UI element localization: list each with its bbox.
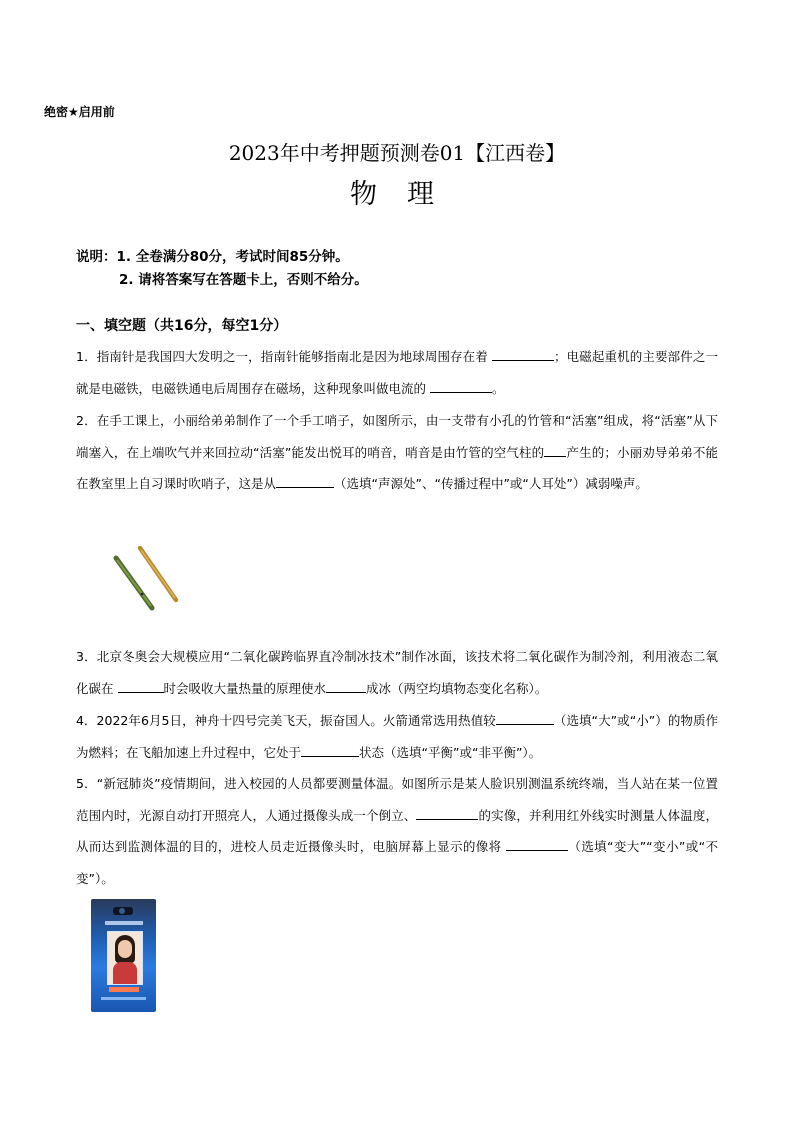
q3-text-b: 时会吸收大量热量的原理使水 [163,680,327,696]
subject-title: 物理 [350,179,464,210]
face-recognition-terminal-figure [91,899,156,1012]
screen-footer-bar [101,997,146,1000]
q1-blank-1 [492,347,554,361]
whistle-figure [112,546,187,614]
q1-text-c: 。 [492,380,505,396]
instruction-line-1: 说明：1. 全卷满分80分，考试时间85分钟。 [76,249,349,265]
camera-lens [119,908,125,914]
q2-text-c: （选填“声源处”、“传播过程中”或“人耳处”）减弱噪声。 [334,476,648,491]
q5-blank-1 [416,806,478,820]
q2-text-b: 产生的；小丽劝导弟弟不能在教室里上自习课时吹哨子，这是从 [76,444,718,491]
screen-header-bar [105,921,143,925]
q5-text-c: （选填“变大”“变小”或“不变”）。 [76,839,718,886]
q1-text-b: ；电磁起重机的主要部件之一就是电磁铁，电磁铁通电后周围存在磁场，这种现象叫做电流的 [76,349,718,396]
question-5 [76,768,718,894]
q4-blank-2 [301,743,359,757]
face-frame [107,931,143,985]
question-4 [76,705,718,768]
q1-blank-2 [430,379,492,393]
q3-text-c: 成冰（两空均填物态变化名称）。 [366,680,548,696]
q3-blank-2 [326,679,366,693]
person-face [118,940,132,958]
q4-text-c: 状态（选填“平衡”或“非平衡”）。 [359,744,542,760]
instruction-line-2: 2. 请将答案写在答题卡上，否则不给分。 [119,272,368,288]
q4-text-a: 4．2022年6月5日，神舟十四号完美飞天，振奋国人。火箭通常选用热值较 [76,713,496,728]
person-body [113,962,137,984]
q5-blank-2 [506,837,568,851]
exam-title: 2023年中考押题预测卷01【江西卷】 [228,141,566,165]
question-3 [76,641,718,704]
temperature-bar [109,987,139,992]
confidential-label: 绝密★启用前 [44,105,115,119]
q2-blank-1 [544,443,566,457]
q2-text-a: 2．在手工课上，小丽给弟弟制作了一个手工哨子，如图所示，由一支带有小孔的竹管和“活塞”组成，将“活塞”从下端塞入，在上端吹气并来回拉动“活塞”能发出悦耳的哨音，哨音是由竹管的空气柱的 [76,413,718,460]
q5-text-b: 的实像，并利用红外线实时测量人体温度，从而达到监测体温的目的，进校人员走近摄像头时，电脑屏幕上显示的像将 [76,807,718,854]
question-1 [76,341,718,404]
q2-blank-2 [276,474,334,488]
q3-text-a: 3．北京冬奥会大规模应用“二氧化碳跨临界直冷制冰技术”制作冰面，该技术将二氧化碳作为制冷剂，利用液态二氧化碳在 [76,649,718,696]
q1-text-a: 1．指南针是我国四大发明之一，指南针能够指南北是因为地球周围存在着 [76,349,488,364]
q5-text-a: 5．“新冠肺炎”疫情期间，进入校园的人员都要测量体温。如图所示是某人脸识别测温系统终端，当人站在某一位置范围内时，光源自动打开照亮人，人通过摄像头成一个倒立、 [76,776,718,823]
instructions [76,246,368,292]
q4-blank-1 [496,711,554,725]
q3-blank-1 [118,679,164,693]
section-heading: 一、填空题（共16分，每空1分） [76,318,288,334]
q4-text-b: （选填“大”或“小”）的物质作为燃料；在飞船加速上升过程中，它处于 [76,713,719,760]
question-2 [76,405,718,500]
